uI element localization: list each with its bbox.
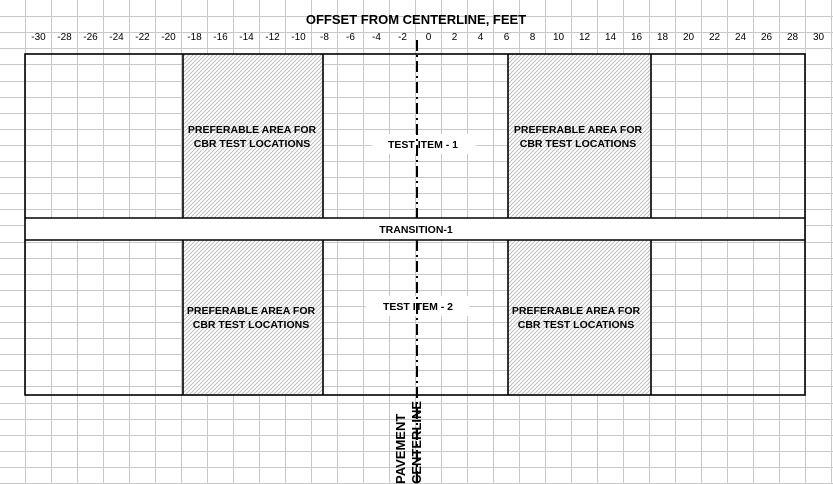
- preferable-area-label-4a: PREFERABLE AREA FOR: [511, 305, 641, 317]
- axis-tick-label: 18: [656, 32, 669, 43]
- preferable-area-label-2a: PREFERABLE AREA FOR: [513, 124, 643, 136]
- test-item-2-label: TEST ITEM - 2: [382, 301, 454, 313]
- axis-tick-label: 20: [682, 32, 695, 43]
- axis-tick-label: 26: [760, 32, 773, 43]
- axis-tick-label: -26: [83, 32, 98, 43]
- axis-tick-label: 16: [630, 32, 643, 43]
- preferable-zone-top-left: [183, 54, 323, 218]
- axis-title: OFFSET FROM CENTERLINE, FEET: [305, 12, 527, 27]
- test-item-1-label: TEST ITEM - 1: [387, 139, 459, 151]
- axis-tick-label: 14: [604, 32, 617, 43]
- axis-tick-label: -10: [291, 32, 306, 43]
- axis-tick-label: -28: [57, 32, 72, 43]
- axis-tick-label: 10: [552, 32, 565, 43]
- centerline-caption-line1: PAVEMENT: [393, 413, 408, 484]
- axis-tick-label: -30: [31, 32, 46, 43]
- axis-tick-label: -8: [320, 32, 329, 43]
- axis-tick-label: -6: [346, 32, 355, 43]
- preferable-area-label-3a: PREFERABLE AREA FOR: [186, 305, 316, 317]
- axis-tick-label: 2: [451, 32, 458, 43]
- preferable-area-label-1a: PREFERABLE AREA FOR: [187, 124, 317, 136]
- axis-tick-label: 6: [503, 32, 510, 43]
- axis-tick-label: -24: [109, 32, 124, 43]
- preferable-area-label-2b: CBR TEST LOCATIONS: [519, 138, 637, 150]
- transition-label: TRANSITION-1: [379, 224, 453, 236]
- axis-tick-label: -14: [239, 32, 254, 43]
- axis-tick-label: -2: [398, 32, 407, 43]
- axis-tick-label: -20: [161, 32, 176, 43]
- axis-tick-label: 12: [578, 32, 591, 43]
- preferable-area-label-4b: CBR TEST LOCATIONS: [517, 319, 635, 331]
- axis-tick-label: 0: [425, 32, 432, 43]
- centerline-caption-line2: CENTERLINE: [409, 400, 424, 484]
- axis-tick-label: -18: [187, 32, 202, 43]
- preferable-zone-top-right: [508, 54, 651, 218]
- axis-tick-label: 22: [708, 32, 721, 43]
- preferable-zone-bottom-right: [508, 240, 651, 395]
- axis-tick-label: 28: [786, 32, 799, 43]
- axis-tick-label: 24: [734, 32, 747, 43]
- preferable-zone-bottom-left: [183, 240, 323, 395]
- preferable-area-label-1b: CBR TEST LOCATIONS: [193, 138, 311, 150]
- axis-tick-label: 8: [529, 32, 536, 43]
- axis-tick-label: -12: [265, 32, 280, 43]
- axis-tick-labels: [31, 32, 824, 43]
- axis-tick-label: -22: [135, 32, 150, 43]
- axis-tick-label: -16: [213, 32, 228, 43]
- axis-tick-label: -4: [372, 32, 381, 43]
- axis-tick-label: 30: [812, 32, 825, 43]
- axis-tick-label: 4: [477, 32, 484, 43]
- preferable-area-label-3b: CBR TEST LOCATIONS: [192, 319, 310, 331]
